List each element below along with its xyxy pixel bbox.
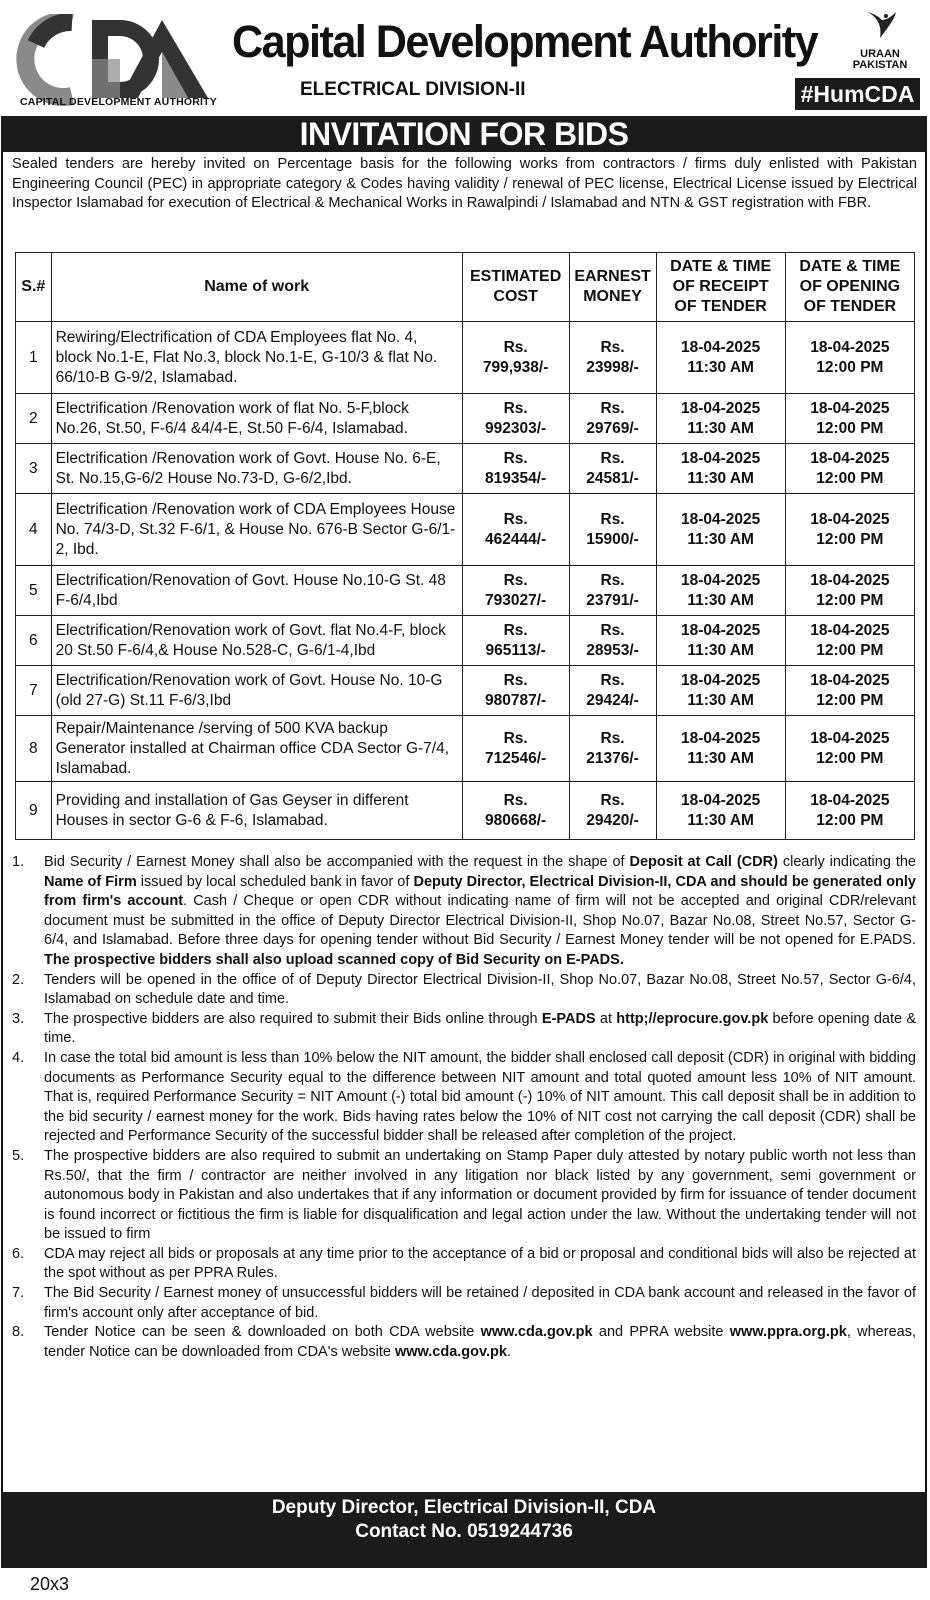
table-row (16, 782, 915, 840)
cell-receipt-datetime: 18-04-2025 11:30 AM (656, 782, 785, 840)
term-text: , whereas, tender Notice can be downloaded from CDA's website (44, 1324, 916, 1360)
term-text: before opening date & time. (44, 1010, 916, 1047)
term-item (10, 1323, 916, 1362)
term-item (10, 1284, 916, 1323)
term-number: 1. (12, 854, 25, 870)
term-number: 5. (12, 1147, 25, 1164)
term-text: . Cash / Cheque or open CDR without indicating name of firm will not be accepted and original CDR/relevant document must be submitted in the office of Deputy Director Electrical Division-II, Shop No.07, Bazar No.08, Street No.57, Sector G-6/4, and Islamabad. Before three days for opening tender without Bid Security / Earnest Money tender will be not opened for E.PADS. (44, 893, 916, 949)
term-text: clearly indicating the (777, 854, 916, 870)
term-item (10, 853, 916, 971)
term-text: The prospective bidders are also required to submit an undertaking on Stamp Paper duly attested by notary public worth not less than Rs.50/, that the firm / contractor are neither involved in any litigation nor black listed by any government, semi government or autonomous body in Pakistan and also undertakes that if any information or document provided by firm for issuance of tender document is found incorrect or fictitious the firm is liable for disqualification and legal action under the law. Without the undertaking tender will not be issued to firm (44, 1147, 916, 1243)
cell-estimated-cost: Rs. 819354/- (462, 444, 569, 494)
pakistan-text: PAKISTAN (852, 59, 908, 71)
table-header-row (16, 253, 915, 322)
cell-earnest-money: Rs. 29424/- (569, 666, 656, 716)
term-bold-text: E-PADS (541, 1010, 596, 1027)
term-text: Tenders will be opened in the office of of Deputy Director Electrical Division-II, Shop No.07, Bazar No.08, Street No.57, Sector G-6/4, Islamabad on schedule date and time. (44, 971, 916, 1008)
header-opening: DATE & TIME OF OPENING OF TENDER (785, 253, 914, 322)
term-text: issued by local scheduled bank in favor of (136, 873, 414, 890)
table-row (16, 566, 915, 616)
ad-size-code: 20x3 (30, 1574, 70, 1594)
cell-estimated-cost: Rs. 992303/- (462, 394, 569, 444)
table-row (16, 616, 915, 666)
cell-work-name: Electrification /Renovation work of Govt. House No. 6-E, St. No.15,G-6/2 House No.73-D, G-6/2,Ibd. (51, 444, 462, 494)
cell-opening-datetime: 18-04-2025 12:00 PM (785, 616, 914, 666)
term-number: 7. (12, 1285, 25, 1302)
cell-earnest-money: Rs. 23998/- (569, 322, 656, 394)
footer-contact (1, 1492, 927, 1568)
header (0, 0, 930, 115)
cell-earnest-money: Rs. 29769/- (569, 394, 656, 444)
cell-sn: 2 (16, 394, 52, 444)
term-item (10, 1245, 916, 1284)
table-row (16, 716, 915, 782)
cell-estimated-cost: Rs. 965113/- (462, 616, 569, 666)
term-number: 8. (12, 1324, 25, 1341)
footer-contact-number: Contact No. 0519244736 (355, 1521, 573, 1542)
cell-sn: 4 (16, 494, 52, 566)
cell-work-name: Electrification/Renovation of Govt. House No.10-G St. 48 F-6/4,Ibd (51, 566, 462, 616)
term-bold-text: Deputy Director, Electrical Division-II, CDA and should be generated only from firm's account (44, 873, 916, 910)
invitation-banner: INVITATION FOR BIDS (1, 116, 927, 152)
term-bold-text: www.ppra.org.pk (729, 1324, 847, 1341)
header-sn: S.# (16, 253, 52, 322)
cell-sn: 8 (16, 716, 52, 782)
cell-sn: 9 (16, 782, 52, 840)
cell-work-name: Electrification/Renovation work of Govt. House No. 10-G (old 27-G) St.11 F-6/3,Ibd (51, 666, 462, 716)
term-text: . (506, 1343, 511, 1360)
cell-opening-datetime: 18-04-2025 12:00 PM (785, 394, 914, 444)
term-number: 3. (12, 1010, 25, 1027)
cell-opening-datetime: 18-04-2025 12:00 PM (785, 444, 914, 494)
cell-opening-datetime: 18-04-2025 12:00 PM (785, 716, 914, 782)
cell-sn: 3 (16, 444, 52, 494)
table-row (16, 494, 915, 566)
cell-receipt-datetime: 18-04-2025 11:30 AM (656, 716, 785, 782)
header-receipt: DATE & TIME OF RECEIPT OF TENDER (656, 253, 785, 322)
cell-earnest-money: Rs. 15900/- (569, 494, 656, 566)
header-name: Name of work (51, 253, 462, 322)
term-text: CDA may reject all bids or proposals at any time prior to the acceptance of a bid or proposal and conditional bids will also be rejected at the spot without as per PPRA Rules. (44, 1245, 916, 1282)
logo-text: CDA (12, 14, 15, 15)
cell-estimated-cost: Rs. 462444/- (462, 494, 569, 566)
cell-work-name: Electrification /Renovation work of flat No. 5-F,block No.26, St.50, F-6/4 &4/4-E, St.50 F-6/4, Islamabad. (51, 394, 462, 444)
table-row (16, 666, 915, 716)
term-bold-text: www.cda.gov.pk (480, 1324, 593, 1341)
cell-opening-datetime: 18-04-2025 12:00 PM (785, 666, 914, 716)
cell-sn: 5 (16, 566, 52, 616)
division-subtitle: ELECTRICAL DIVISION-II (300, 79, 526, 100)
term-text: Tender Notice can be seen & downloaded on both CDA website (44, 1324, 481, 1341)
cell-estimated-cost: Rs. 793027/- (462, 566, 569, 616)
term-number: 4. (12, 1049, 25, 1066)
term-text: and PPRA website (592, 1324, 730, 1341)
cell-receipt-datetime: 18-04-2025 11:30 AM (656, 616, 785, 666)
term-number: 6. (12, 1245, 25, 1262)
cell-receipt-datetime: 18-04-2025 11:30 AM (656, 444, 785, 494)
cell-sn: 7 (16, 666, 52, 716)
term-item (10, 971, 916, 1010)
cell-earnest-money: Rs. 21376/- (569, 716, 656, 782)
cell-estimated-cost: Rs. 980668/- (462, 782, 569, 840)
cell-estimated-cost: Rs. 712546/- (462, 716, 569, 782)
term-item (10, 1147, 916, 1245)
table-row (16, 322, 915, 394)
term-number: 2. (12, 971, 25, 988)
cell-opening-datetime: 18-04-2025 12:00 PM (785, 566, 914, 616)
intro-paragraph: Sealed tenders are hereby invited on Percentage basis for the following works from contractors / firms duly enlisted with Pakistan Engineering Council (PEC) in appropriate category & Codes having validity / renewal of PEC license, Electrical License issued by Electrical Inspector Islamabad for execution of Electrical & Mechanical Works in Rawalpindi / Islamabad and NTN & GST registration with FBR. (12, 156, 917, 211)
cell-receipt-datetime: 18-04-2025 11:30 AM (656, 666, 785, 716)
cell-work-name: Rewiring/Electrification of CDA Employees flat No. 4, block No.1-E, Flat No.3, block No.1-E, G-10/3 & flat No. 66/10-B G-9/2, Islamabad. (51, 322, 462, 394)
cell-opening-datetime: 18-04-2025 12:00 PM (785, 494, 914, 566)
table-row (16, 444, 915, 494)
term-bold-text: Deposit at Call (CDR) (629, 854, 778, 870)
cell-sn: 1 (16, 322, 52, 394)
term-bold-text: http;//eprocure.gov.pk (616, 1010, 769, 1027)
footer-designation: Deputy Director, Electrical Division-II, CDA (271, 1497, 657, 1518)
cell-opening-datetime: 18-04-2025 12:00 PM (785, 322, 914, 394)
cell-work-name: Providing and installation of Gas Geyser in different Houses in sector G-6 & F-6, Islamabad. (51, 782, 462, 840)
term-bold-text: Name of Firm (44, 873, 137, 890)
term-text: The prospective bidders are also required to submit their Bids online through (44, 1010, 542, 1027)
term-item (10, 1010, 916, 1049)
cell-earnest-money: Rs. 24581/- (569, 444, 656, 494)
logo-caption: CAPITAL DEVELOPMENT AUTHORITY (20, 96, 217, 108)
table-row (16, 394, 915, 444)
uraan-pakistan-logo (844, 8, 916, 80)
cell-receipt-datetime: 18-04-2025 11:30 AM (656, 394, 785, 444)
cell-estimated-cost: Rs. 799,938/- (462, 322, 569, 394)
cell-estimated-cost: Rs. 980787/- (462, 666, 569, 716)
term-bold-text: The prospective bidders shall also upload scanned copy of Bid Security on E-PADS. (44, 951, 624, 968)
cell-receipt-datetime: 18-04-2025 11:30 AM (656, 322, 785, 394)
works-table (15, 252, 915, 840)
cell-sn: 6 (16, 616, 52, 666)
uraan-text: URAAN (860, 48, 900, 60)
terms-list (10, 853, 916, 1362)
cell-receipt-datetime: 18-04-2025 11:30 AM (656, 566, 785, 616)
term-item (10, 1049, 916, 1147)
term-text: The Bid Security / Earnest money of unsuccessful bidders will be retained / deposited in CDA bank account and released in the favor of firm's account only after acceptance of bid. (44, 1285, 916, 1321)
term-text: Bid Security / Earnest Money shall also be accompanied with the request in the shape of (44, 854, 630, 870)
cell-work-name: Electrification/Renovation work of Govt. flat No.4-F, block 20 St.50 F-6/4,& House No.528-C, G-6/1-4,Ibd (51, 616, 462, 666)
cell-earnest-money: Rs. 28953/- (569, 616, 656, 666)
cell-opening-datetime: 18-04-2025 12:00 PM (785, 782, 914, 840)
organization-title: Capital Development Authority (232, 16, 818, 67)
term-text: In case the total bid amount is less than 10% below the NIT amount, the bidder shall enclosed call deposit (CDR) in original with bidding documents as Performance Security equal to the difference between NIT amount and total quoted amount less 10% of NIT amount. That is, required Performance Security = NIT Amount (-) total bid amount (-) 10% of NIT amount. This call deposit shall be in addition to the bid security / earnest money for the work. Bids having rates below the 10% of NIT cost not carrying the call deposit (CDR) shall be rejected and Performance Security of the successful bidder shall be released after completion of the project. (44, 1049, 916, 1145)
term-bold-text: www.cda.gov.pk (394, 1343, 507, 1360)
cell-earnest-money: Rs. 23791/- (569, 566, 656, 616)
cell-earnest-money: Rs. 29420/- (569, 782, 656, 840)
falcon-icon (860, 8, 900, 44)
hashtag-badge: #HumCDA (795, 78, 920, 110)
header-earnest: EARNEST MONEY (569, 253, 656, 322)
header-cost: ESTIMATED COST (462, 253, 569, 322)
cell-work-name: Electrification /Renovation work of CDA Employees House No. 74/3-D, St.32 F-6/1, & House No. 676-B Sector G-6/1-2, Ibd. (51, 494, 462, 566)
cell-receipt-datetime: 18-04-2025 11:30 AM (656, 494, 785, 566)
term-text: at (595, 1010, 617, 1027)
cell-work-name: Repair/Maintenance /serving of 500 KVA backup Generator installed at Chairman office CDA Sector G-7/4, Islamabad. (51, 716, 462, 782)
